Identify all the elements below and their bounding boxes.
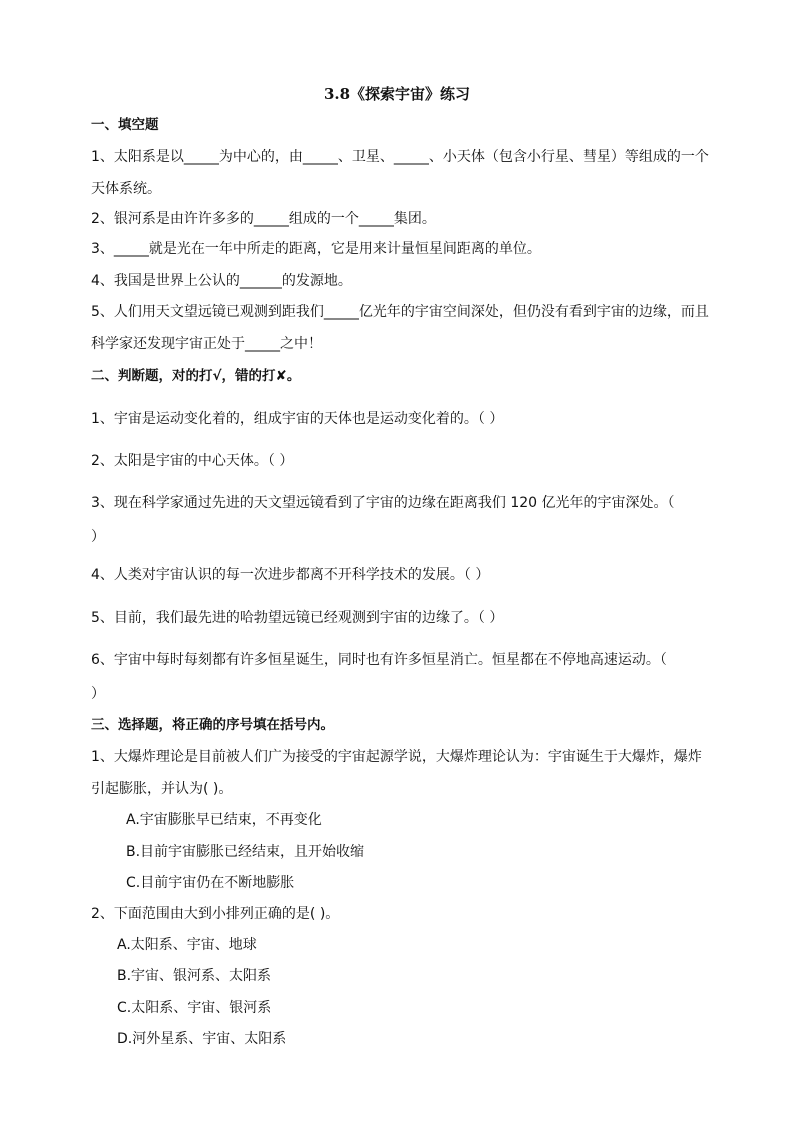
choice-q2-option-a: A.太阳系、宇宙、地球 — [117, 937, 257, 953]
true-false-q5: 5、目前，我们最先进的哈勃望远镜已经观测到宇宙的边缘了。（ ） — [91, 610, 504, 626]
choice-q2-option-b: B.宇宙、银河系、太阳系 — [117, 968, 272, 984]
choice-q1-option-c: C.目前宇宙仍在不断地膨胀 — [126, 875, 295, 891]
true-false-q3-line2: ） — [91, 529, 105, 545]
true-false-q1: 1、宇宙是运动变化着的，组成宇宙的天体也是运动变化着的。（ ） — [91, 411, 504, 427]
section-heading-fill-blank: 一、填空题 — [91, 117, 159, 133]
fill-blank-q1-line1: 1、太阳系是以_____为中心的，由_____、卫星、_____、小天体（包含小行星、彗星）等组成的一个 — [91, 149, 709, 165]
fill-blank-q5-line2: 科学家还发现宇宙正处于_____之中！ — [91, 336, 322, 352]
choice-q1-option-b: B.目前宇宙膨胀已经结束，且开始收缩 — [126, 844, 365, 860]
true-false-q6-line1: 6、宇宙中每时每刻都有许多恒星诞生，同时也有许多恒星消亡。恒星都在不停地高速运动。（ — [91, 652, 667, 668]
choice-q2-option-c: C.太阳系、宇宙、银河系 — [117, 1000, 272, 1016]
choice-q1-option-a: A.宇宙膨胀早已结束，不再变化 — [126, 812, 322, 828]
choice-q2-stem: 2、下面范围由大到小排列正确的是( )。 — [91, 906, 340, 922]
fill-blank-q2: 2、银河系是由许许多多的_____组成的一个_____集团。 — [91, 211, 436, 227]
true-false-q2: 2、太阳是宇宙的中心天体。（ ） — [91, 453, 294, 469]
choice-q1-line1: 1、大爆炸理论是目前被人们广为接受的宇宙起源学说，大爆炸理论认为：宇宙诞生于大爆炸，爆炸 — [91, 749, 702, 765]
choice-q1-line2: 引起膨胀，并认为( )。 — [91, 781, 233, 797]
section-heading-multiple-choice: 三、选择题，将正确的序号填在括号内。 — [91, 717, 334, 733]
true-false-q3-line1: 3、现在科学家通过先进的天文望远镜看到了宇宙的边缘在距离我们 120 亿光年的宇宙深处。（ — [91, 495, 675, 511]
fill-blank-q5-line1: 5、人们用天文望远镜已观测到距我们_____亿光年的宇宙空间深处，但仍没有看到宇宙的边缘，而且 — [91, 304, 709, 320]
fill-blank-q1-line2: 天体系统。 — [91, 181, 161, 197]
fill-blank-q4: 4、我国是世界上公认的______的发源地。 — [91, 273, 352, 289]
page-title: 3.8《探索宇宙》练习 — [323, 85, 471, 103]
section-heading-true-false: 二、判断题，对的打√，错的打✘。 — [91, 368, 301, 384]
true-false-q6-line2: ） — [91, 686, 105, 702]
true-false-q4: 4、人类对宇宙认识的每一次进步都离不开科学技术的发展。（ ） — [91, 567, 490, 583]
fill-blank-q3: 3、_____就是光在一年中所走的距离，它是用来计量恒星间距离的单位。 — [91, 241, 541, 257]
choice-q2-option-d: D.河外星系、宇宙、太阳系 — [117, 1031, 287, 1047]
